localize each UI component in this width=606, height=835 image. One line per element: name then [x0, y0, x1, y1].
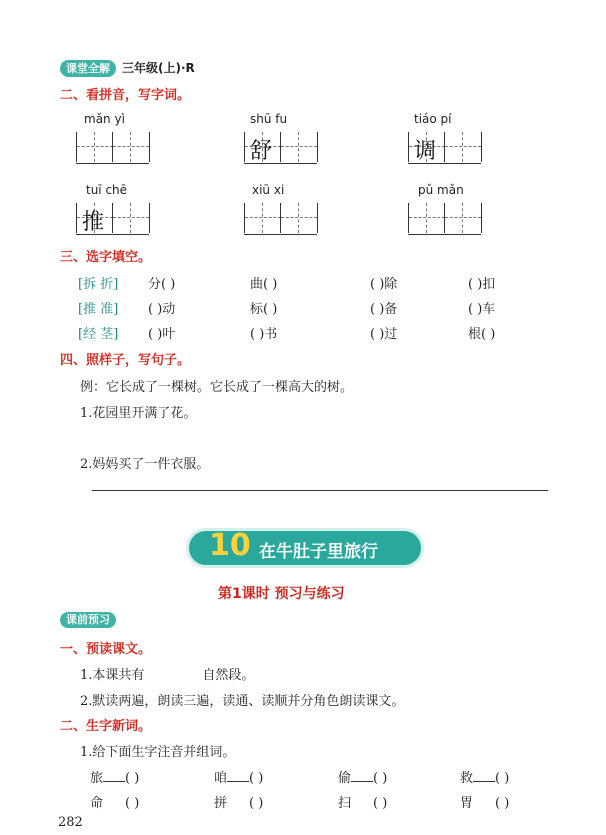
section-2-title: 二、看拼音，写字词。 — [60, 88, 191, 103]
tian-grid-2[interactable] — [244, 132, 317, 164]
choice-pair-3: [经 茎] — [78, 327, 119, 342]
char-row2-3: 扫 ( ) — [338, 796, 388, 811]
blank-3-4[interactable]: 根( ) — [468, 327, 496, 342]
pinyin-label-3: tiáo pí — [414, 112, 452, 126]
preview-section-1-title: 一、预读课文。 — [60, 642, 152, 657]
char-row1-1: 旅 ( ) — [90, 771, 140, 786]
section-3-title: 三、选字填空。 — [60, 250, 152, 265]
preview-item-1 — [80, 664, 254, 683]
blank-1-2[interactable]: 曲( ) — [250, 277, 278, 292]
char-row1-2: 咱 ( ) — [214, 771, 264, 786]
page-number: 282 — [58, 815, 83, 830]
char-row2-2: 拼 ( ) — [214, 796, 264, 811]
char-row1-4: 救 ( ) — [460, 771, 510, 786]
blank-1-3[interactable]: ( )除 — [370, 277, 398, 292]
pinyin-label-4: tuī chē — [86, 183, 128, 197]
example-sentence: 例：它长成了一棵树。它长成了一棵高大的树。 — [80, 380, 354, 395]
pinyin-label-1: mǎn yì — [84, 112, 125, 126]
answer-line[interactable] — [92, 490, 548, 491]
blank-2-1[interactable]: ( )动 — [148, 302, 176, 317]
tian-grid-6[interactable] — [408, 203, 481, 235]
char-row2-1: 命 ( ) — [90, 796, 140, 811]
blank-3-1[interactable]: ( )叶 — [148, 327, 176, 342]
lesson-title: 在牛肚子里旅行 — [259, 542, 378, 562]
preview-item-1-prefix: 1.本课共有 — [80, 668, 145, 683]
blank-3-2[interactable]: ( )书 — [250, 327, 278, 342]
pinyin-label-2: shū fu — [250, 112, 288, 126]
preview-item-1-suffix: 自然段。 — [202, 668, 255, 683]
lesson-banner — [189, 528, 421, 565]
tian-grid-5[interactable] — [244, 203, 317, 235]
char-row2-4: 胃 ( ) — [460, 796, 510, 811]
preview-item-3: 1.给下面生字注音并组词。 — [80, 745, 236, 760]
header-grade: 三年级(上)·R — [122, 61, 195, 75]
blank-1-1[interactable]: 分( ) — [148, 277, 176, 292]
tian-char-tiao: 调 — [414, 139, 437, 164]
question-2: 2.妈妈买了一件衣服。 — [80, 457, 210, 472]
char-row1-3: 偷 ( ) — [338, 771, 388, 786]
blank-1-4[interactable]: ( )扣 — [468, 277, 496, 292]
header-badge: 课堂全解 — [60, 60, 116, 77]
preview-badge: 课前预习 — [60, 612, 116, 628]
lesson-subtitle: 第1课时 预习与练习 — [218, 586, 345, 602]
choice-pair-1: [拆 折] — [78, 277, 119, 292]
choice-pair-2: [推 准] — [78, 302, 119, 317]
tian-char-shu: 舒 — [250, 139, 273, 164]
tian-char-tui: 推 — [82, 210, 105, 235]
tian-grid-1[interactable] — [76, 132, 149, 164]
preview-item-2: 2.默读两遍，朗读三遍，读通、读顺并分角色朗读课文。 — [80, 694, 405, 709]
tian-grid-3[interactable] — [408, 132, 481, 164]
section-4-title: 四、照样子，写句子。 — [60, 353, 191, 368]
lesson-number: 10 — [209, 528, 251, 563]
blank-2-4[interactable]: ( )车 — [468, 302, 496, 317]
question-1: 1.花园里开满了花。 — [80, 406, 197, 421]
blank-2-2[interactable]: 标( ) — [250, 302, 278, 317]
preview-section-2-title: 二、生字新词。 — [60, 719, 152, 734]
pinyin-label-5: xiū xi — [252, 183, 285, 197]
blank-2-3[interactable]: ( )备 — [370, 302, 398, 317]
pinyin-label-6: pǔ mǎn — [418, 183, 464, 197]
blank-3-3[interactable]: ( )过 — [370, 327, 398, 342]
tian-grid-4[interactable] — [76, 203, 149, 235]
